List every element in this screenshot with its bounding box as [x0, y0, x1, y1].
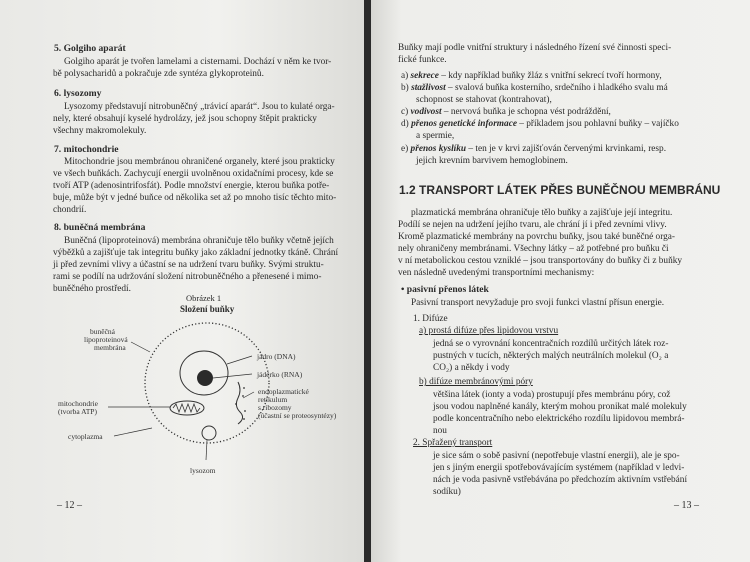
function-item [401, 82, 668, 94]
text-line: jsou vodou naplněné kanály, kterým mohou pronikat malé molekuly [433, 402, 687, 412]
nucleolus [197, 370, 213, 386]
heading-mitochondrie: 7. mitochondrie [54, 144, 119, 155]
function-item [401, 118, 679, 130]
text-line: Pasivní transport nevyžaduje pro svoji funkci vlastní přísun energie. [411, 298, 665, 308]
cell-diagram [0, 310, 366, 490]
text-line: nách je voda pasivně vstřebávána po předchozím aktivním vstřebání [433, 475, 688, 485]
text-line: Lysozomy představují nitrobuněčný „trávicí aparát“. Jsou to kulaté orga- [64, 102, 335, 112]
function-prefix: e) [401, 144, 411, 154]
text-line: Golgiho aparát je tvořen lamelami a cisternami. Dochází v něm ke tvor- [64, 57, 332, 67]
text-line: nou [433, 426, 447, 436]
section-heading: 1.2 TRANSPORT LÁTEK PŘES BUNĚČNOU MEMBRÁNU [399, 183, 721, 197]
text-line: CO₂) a někdy i vody [433, 363, 510, 373]
page-number-right: – 13 – [674, 500, 699, 511]
function-prefix: a) [401, 71, 411, 81]
figure-title: Složení buňky [180, 304, 235, 314]
label-er-1: endoplazmatické [258, 387, 309, 396]
text-line: všechny makromolekuly. [53, 126, 147, 136]
text-line: jedná se o vyrovnání koncentračních rozdílů určitých látek roz- [433, 339, 669, 349]
function-item [401, 143, 666, 155]
label-cytoplasm: cytoplazma [68, 432, 103, 441]
text-line: ven následně uvedenými transportními mechanismy: [398, 268, 595, 278]
left-page [0, 0, 366, 562]
label-mito-2: (tvorba ATP) [58, 407, 97, 416]
text-line: Podílí se nejen na udržení jejího tvaru, ale chrání jí i před zevními vlivy. [398, 220, 667, 230]
heading-coupled [413, 437, 492, 449]
text-line: rami se podílí na udržování složení nitrobuněčného a přenesené i mimo- [53, 272, 322, 282]
function-rest: jejich krevním barvivem hemoglobinem. [416, 156, 568, 166]
text-line: výběžků a zajišťuje tak integritu buňky jako základní jednotky tkáně. Chrání [53, 248, 339, 258]
diffusion-title: 1. Difúze [413, 314, 448, 324]
label-er-2: retikulum [258, 395, 288, 404]
text-line: fické funkce. [398, 55, 447, 65]
page-number-left: – 12 – [57, 500, 82, 511]
text-line: Buněčná (lipoproteinová) membrána ohraničuje tělo buňky včetně jejích [64, 236, 334, 246]
label-lysosome: lysozom [190, 466, 216, 475]
label-mito-1: mitochondrie [58, 399, 98, 408]
text-line: pustných v tucích, některých malých neutrálních molekul (O₂ a [433, 351, 669, 361]
function-prefix: c) [401, 107, 411, 117]
function-term: sekrece [410, 71, 439, 81]
function-rest: schopnost se stahovat (kontrahovat), [416, 95, 552, 105]
function-rest: a spermie, [416, 131, 455, 141]
function-item [416, 130, 454, 142]
function-rest: – nervová buňka je schopna vést podráždění, [441, 107, 611, 117]
text-line: buje, může být v jedné buňce od několika set až po mnoho tisíc těchto mito- [53, 193, 337, 203]
text-line: v ní metabolickou cestou vzniklé – jsou transportovány do buňky či z buňky [398, 256, 683, 266]
simple-diffusion-title: a) prostá difúze přes lipidovou vrstvu [419, 326, 559, 336]
function-rest: – svalová buňka kosterního, srdečního i hladkého svalu má [445, 83, 668, 93]
mitochondrion [170, 401, 204, 415]
function-item [416, 94, 552, 106]
label-membrane-3: membrána [94, 343, 126, 352]
text-line: podle koncentračního nebo elektrického rozdílu lipidovou membrá- [433, 414, 685, 424]
text-line: většina látek (ionty a voda) prostupují přes membránu póry, což [433, 390, 671, 400]
text-line: buněčného prostředí. [53, 284, 131, 294]
function-term: vodivost [410, 107, 442, 117]
text-line: Kromě plazmatické membrány na povrchu buňky, jsou také buněčné orga- [398, 232, 676, 242]
label-membrane-1: buněčná [90, 327, 115, 336]
text-line: ji před zevními vlivy a účastní se na udržení tvaru buňky. Svými struktu- [53, 260, 324, 270]
text-line: je sice sám o sobě pasivní (nepotřebuje vlastní energii), ale je spo- [433, 451, 680, 461]
heading-pore-diffusion [419, 376, 533, 388]
function-term: přenos genetické informace [411, 119, 517, 129]
heading-diffusion [413, 313, 448, 325]
function-item [401, 70, 662, 82]
function-rest: – příkladem jsou pohlavní buňky – vajíčko [516, 119, 679, 129]
text-line: nely ohraničeny membránami. Všechny látky – až potřebné pro buňku či [398, 244, 669, 254]
lysosome [202, 426, 216, 440]
heading-golgi: 5. Golgiho aparát [54, 43, 126, 54]
text-line: chondrií. [53, 205, 87, 215]
label-nucleus: jádro (DNA) [257, 352, 296, 361]
function-item [416, 155, 568, 167]
text-line: nely, které obsahují kyselé hydrolázy, jež jsou schopny štěpit prakticky [53, 114, 317, 124]
function-item [401, 106, 611, 118]
function-term: přenos kyslíku [410, 144, 467, 154]
text-line: sodíku) [433, 487, 461, 497]
text-line: plazmatická membrána ohraničuje tělo buňky a zajišťuje její integritu. [411, 208, 673, 218]
heading-lysozomy: 6. lysozomy [54, 88, 102, 99]
label-er-4: (účastní se proteosyntézy) [258, 411, 337, 420]
ribosomes [235, 387, 246, 420]
heading-passive: • pasivní přenos látek [401, 284, 489, 295]
text-line: Buňky mají podle vnitřní struktury i následného řízení své činnosti speci- [398, 43, 672, 53]
text-line: ve všech buňkách. Zachycují energii uvolněnou oxidačními procesy, kde se [53, 169, 334, 179]
function-rest: – kdy například buňky žláz s vnitřní sekrecí tvoří hormony, [438, 71, 662, 81]
function-rest: – ten je v krvi zajišťován červenými krvinkami, resp. [466, 144, 667, 154]
text-line: tvoří ATP (adenosintrifosfát). Podle množství energie, kterou buňka potře- [53, 181, 330, 191]
label-nucleolus: jádérko (RNA) [257, 370, 303, 379]
function-prefix: d) [401, 119, 412, 129]
text-line: Mitochondrie jsou membránou ohraničené organely, které jsou prakticky [64, 157, 335, 167]
label-membrane-2: lipoproteinová [84, 335, 128, 344]
heading-membrana: 8. buněčná membrána [54, 222, 146, 233]
text-line: jen s jiným energii spotřebovávajícím systémem (například v ledvi- [433, 463, 685, 473]
heading-simple-diffusion [419, 325, 558, 337]
endoplasmic-reticulum [236, 382, 242, 424]
text-line: bě polysacharidů a pokračuje zde syntéza glykoproteinů. [53, 69, 264, 79]
coupled-transport-title: 2. Spřažený transport [413, 438, 493, 448]
label-er-3: s ribozomy [258, 403, 292, 412]
function-prefix: b) [401, 83, 412, 93]
figure-caption: Obrázek 1 [186, 293, 222, 303]
right-page [371, 0, 750, 562]
function-term: stažlivost [411, 83, 446, 93]
pore-diffusion-title: b) difúze membránovými póry [419, 377, 533, 387]
